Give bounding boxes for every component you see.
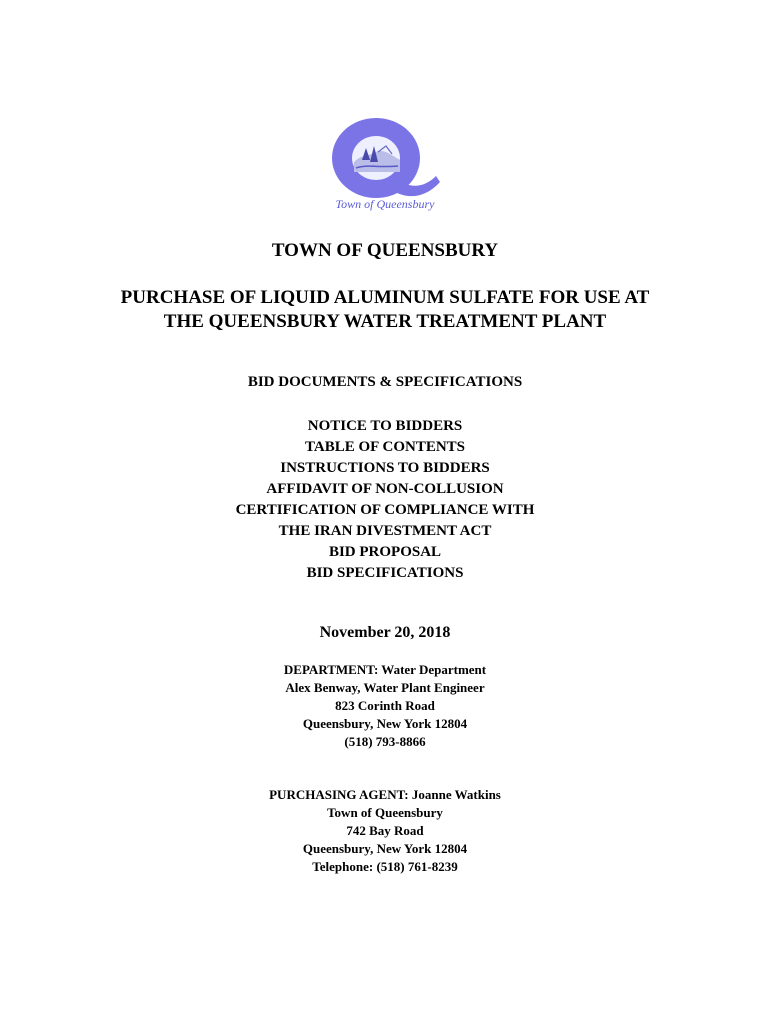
- city-line: Queensbury, New York 12804: [302, 716, 468, 731]
- engineer-line: Alex Benway, Water Plant Engineer: [285, 680, 485, 695]
- documents-heading: BID DOCUMENTS & SPECIFICATIONS: [247, 374, 523, 390]
- purchasing-contact-block: [0, 786, 770, 876]
- address-line: 823 Corinth Road: [335, 698, 435, 713]
- page-title: TOWN OF QUEENSBURY: [271, 240, 499, 261]
- logo-caption: Town of Queensbury: [335, 197, 435, 211]
- documents-list: [0, 416, 770, 584]
- list-item: AFFIDAVIT OF NON-COLLUSION: [266, 481, 504, 497]
- town-line: Town of Queensbury: [327, 805, 443, 820]
- list-item: NOTICE TO BIDDERS: [307, 418, 463, 434]
- department-contact-block: [0, 661, 770, 751]
- department-line: DEPARTMENT: Water Department: [283, 662, 487, 677]
- subtitle-line: PURCHASE OF LIQUID ALUMINUM SULFATE FOR USE AT: [120, 287, 650, 308]
- list-item: BID PROPOSAL: [328, 544, 442, 560]
- telephone-line: Telephone: (518) 761-8239: [312, 859, 458, 874]
- document-subtitle: [0, 286, 770, 334]
- subtitle-line: THE QUEENSBURY WATER TREATMENT PLANT: [163, 311, 607, 332]
- list-item: TABLE OF CONTENTS: [304, 439, 466, 455]
- list-item: CERTIFICATION OF COMPLIANCE WITH: [235, 502, 535, 518]
- document-date: November 20, 2018: [319, 624, 451, 641]
- address-line: 742 Bay Road: [346, 823, 424, 838]
- city-line: Queensbury, New York 12804: [302, 841, 468, 856]
- phone-line: (518) 793-8866: [344, 734, 426, 749]
- list-item: INSTRUCTIONS TO BIDDERS: [280, 460, 490, 476]
- purchasing-agent-line: PURCHASING AGENT: Joanne Watkins: [269, 787, 501, 802]
- list-item: BID SPECIFICATIONS: [306, 565, 464, 581]
- list-item: THE IRAN DIVESTMENT ACT: [278, 523, 492, 539]
